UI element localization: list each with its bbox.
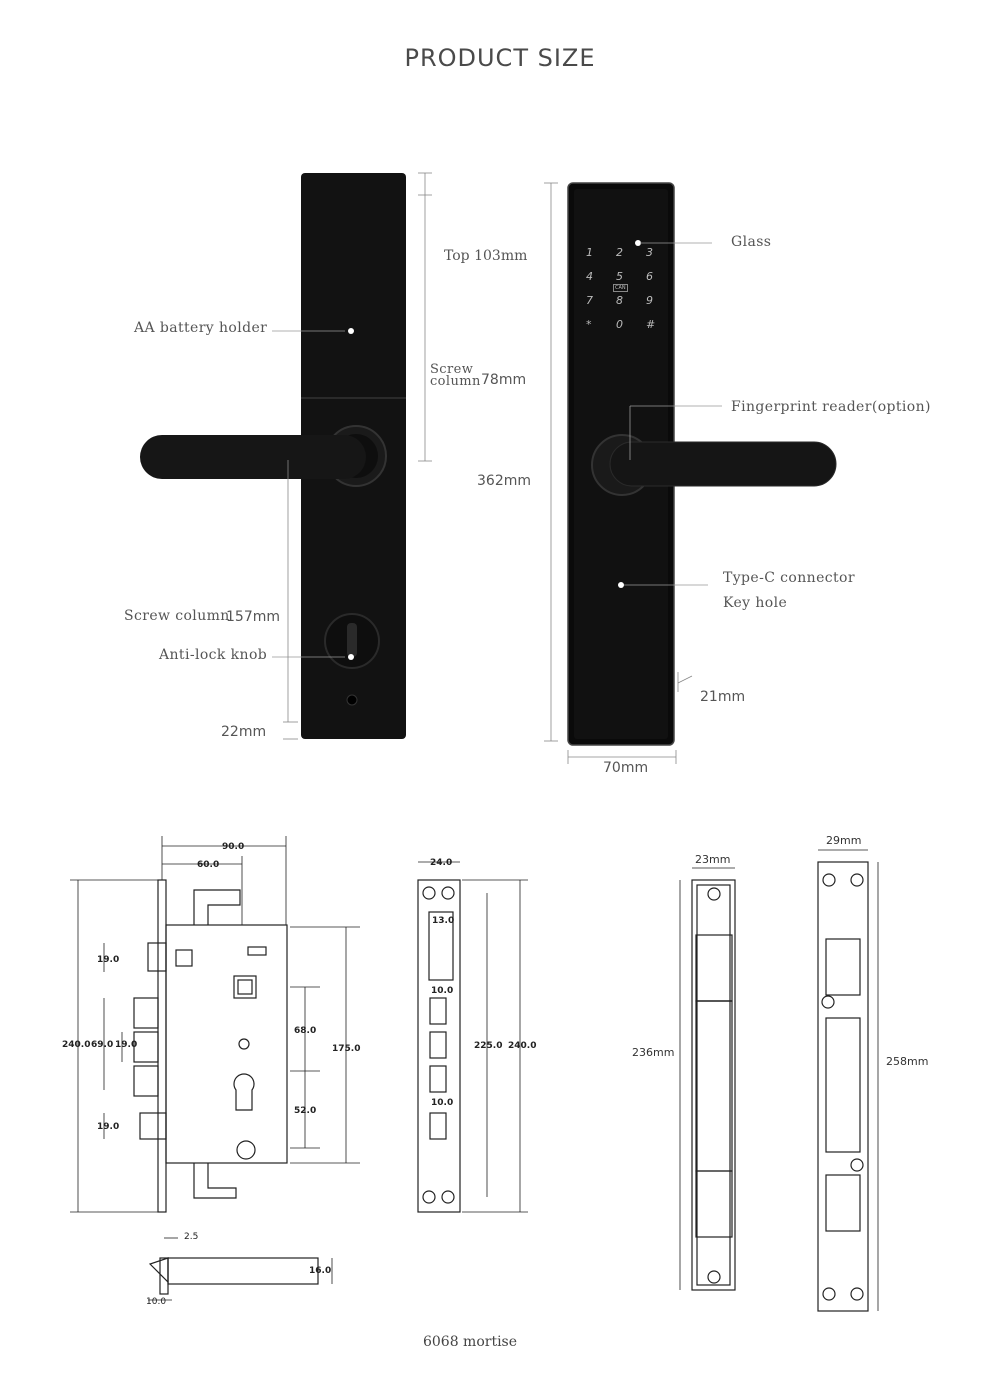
label-key-hole: Key hole bbox=[723, 595, 788, 611]
dim-mortise-16: 16.0 bbox=[309, 1266, 332, 1276]
dim-mortise-240: 240.0 bbox=[62, 1040, 91, 1050]
key-0: 0 bbox=[616, 318, 623, 331]
key-4: 4 bbox=[586, 270, 593, 283]
page-title: PRODUCT SIZE bbox=[404, 44, 596, 72]
key-badge: CAN bbox=[615, 285, 626, 291]
key-hash: # bbox=[646, 318, 656, 331]
dim-mortise-175: 175.0 bbox=[332, 1044, 361, 1054]
dim-mortise-19c: 19.0 bbox=[97, 1122, 120, 1132]
dim-top: Top 103mm bbox=[444, 248, 528, 264]
dim-strike-b-height: 258mm bbox=[886, 1055, 929, 1068]
label-glass: Glass bbox=[731, 234, 772, 250]
dim-screw-column-top: 78mm bbox=[481, 372, 527, 388]
dim-strike-a-width: 23mm bbox=[695, 853, 731, 866]
dim-mortise-68: 68.0 bbox=[294, 1026, 317, 1036]
dim-mortise-10: 10.0 bbox=[146, 1297, 167, 1307]
key-5: 5 bbox=[616, 270, 623, 283]
key-7: 7 bbox=[586, 294, 593, 307]
key-2: 2 bbox=[616, 246, 623, 259]
dim-faceplate-10a: 10.0 bbox=[431, 986, 454, 996]
key-6: 6 bbox=[646, 270, 653, 283]
dim-height: 362mm bbox=[477, 473, 531, 489]
label-fingerprint-reader: Fingerprint reader(option) bbox=[731, 399, 931, 415]
front-handle-lever bbox=[610, 442, 836, 486]
key-1: 1 bbox=[586, 246, 593, 259]
dim-thickness: 21mm bbox=[700, 689, 746, 705]
label-screw-column: Screw column bbox=[124, 608, 230, 624]
key-9: 9 bbox=[646, 294, 653, 307]
dim-mortise-19b: 19.0 bbox=[115, 1040, 138, 1050]
dim-mortise-19a: 19.0 bbox=[97, 955, 120, 965]
dim-strike-a-height: 236mm bbox=[632, 1046, 675, 1059]
handle-lever bbox=[140, 435, 366, 479]
label-screw-column-top: Screw column bbox=[430, 362, 481, 389]
dim-bottom: 22mm bbox=[221, 724, 267, 740]
dim-strike-b-width: 29mm bbox=[826, 834, 862, 847]
dim-screw-column-bottom: 157mm bbox=[226, 609, 280, 625]
label-type-c-connector: Type-C connector bbox=[723, 570, 855, 586]
dim-mortise-90: 90.0 bbox=[222, 842, 245, 852]
dim-width: 70mm bbox=[603, 760, 649, 776]
keypad bbox=[580, 246, 660, 336]
dim-mortise-60: 60.0 bbox=[197, 860, 220, 870]
label-anti-lock-knob: Anti-lock knob bbox=[159, 647, 268, 663]
dim-faceplate-240: 240.0 bbox=[508, 1041, 537, 1051]
key-star: * bbox=[586, 318, 592, 331]
label-battery-holder: AA battery holder bbox=[134, 320, 268, 336]
dim-faceplate-24: 24.0 bbox=[430, 858, 453, 868]
dim-mortise-2-5: 2.5 bbox=[184, 1232, 199, 1242]
key-3: 3 bbox=[646, 246, 653, 259]
dim-faceplate-225: 225.0 bbox=[474, 1041, 503, 1051]
dim-faceplate-13: 13.0 bbox=[432, 916, 455, 926]
dim-mortise-69: 69.0 bbox=[91, 1040, 114, 1050]
key-8: 8 bbox=[616, 294, 623, 307]
dim-mortise-52: 52.0 bbox=[294, 1106, 317, 1116]
dim-faceplate-10b: 10.0 bbox=[431, 1098, 454, 1108]
mortise-drawing bbox=[0, 820, 1000, 1340]
caption-mortise: 6068 mortise bbox=[422, 1334, 518, 1350]
